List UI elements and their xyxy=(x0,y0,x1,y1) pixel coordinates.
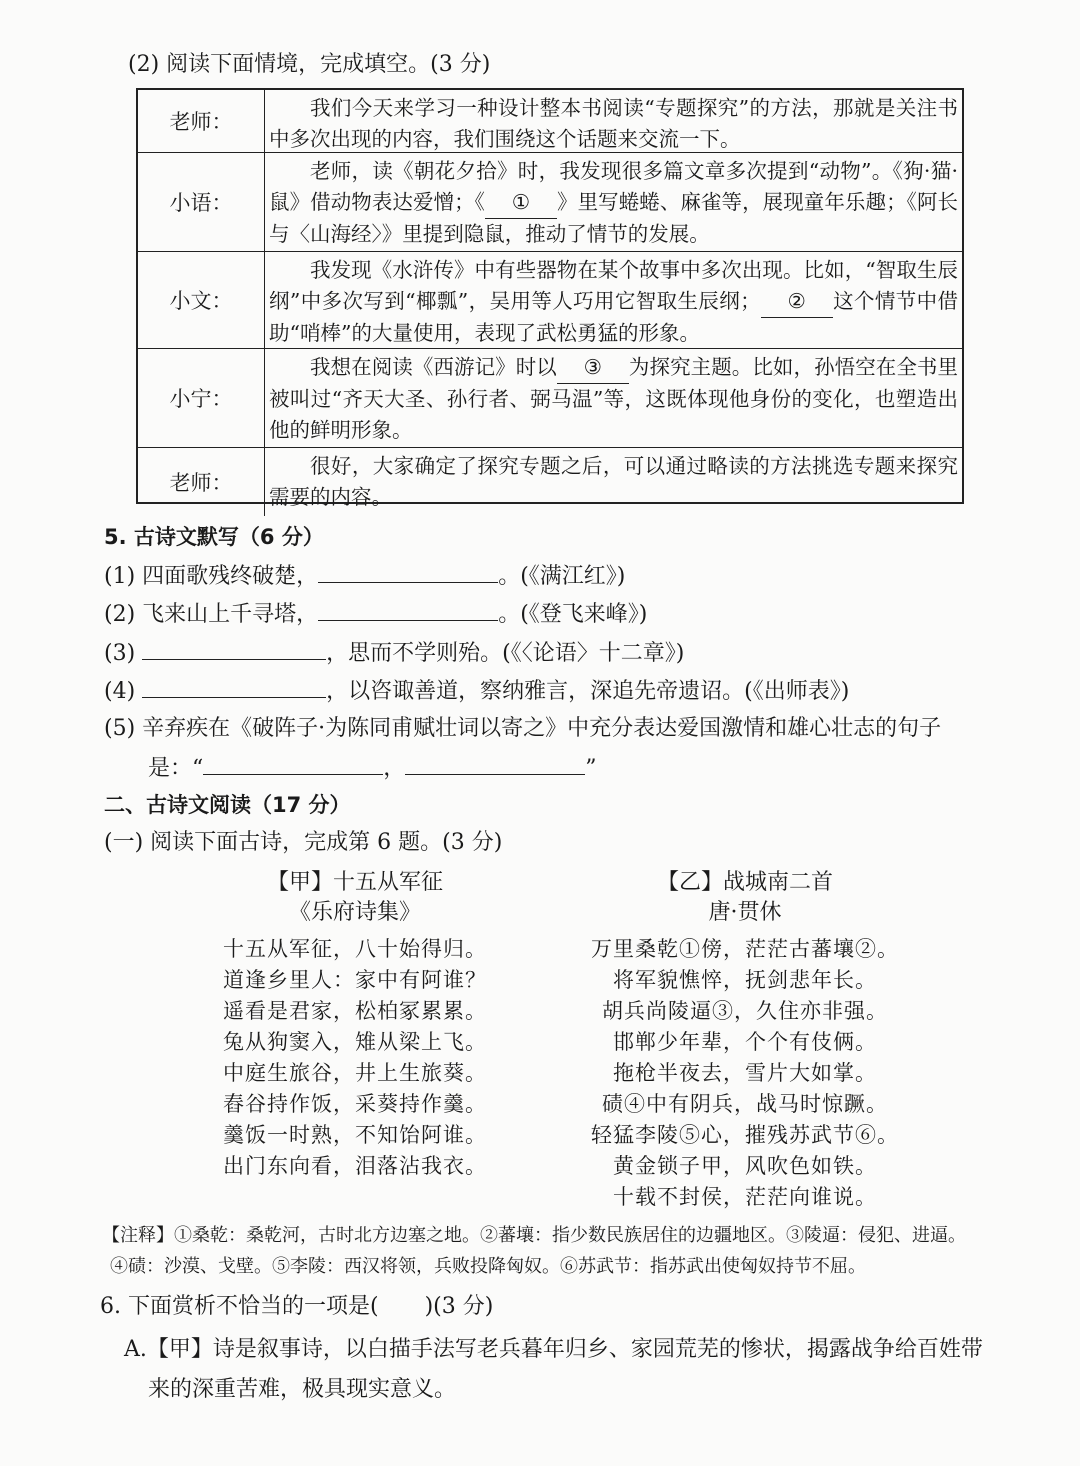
q6-stem xyxy=(100,1292,493,1322)
item-number: (5) xyxy=(104,716,136,741)
poem-line: 胡兵尚陵逼③，久住亦非强。 xyxy=(602,999,888,1023)
poem-line: 万里桑乾①傍，茫茫古蕃壤②。 xyxy=(591,937,899,961)
answer-blank[interactable] xyxy=(142,637,326,660)
answer-blank[interactable] xyxy=(405,752,585,775)
question-text: 6. 下面赏析不恰当的一项是( xyxy=(100,1294,379,1319)
item-text: 辛弃疾在《破阵子·为陈同甫赋壮词以寄之》中充分表达爱国激情和雄心壮志的句子 xyxy=(142,716,942,741)
item-number: (4) xyxy=(104,679,136,704)
answer-blank[interactable] xyxy=(318,598,498,621)
dialogue-table xyxy=(136,88,964,509)
poem-line: 舂谷持作饭，采葵持作羹。 xyxy=(223,1092,487,1116)
speaker: 老师： xyxy=(138,448,265,516)
fill-blank-1[interactable]: ① xyxy=(485,187,557,219)
q5-item-5-line2 xyxy=(148,752,597,784)
text-part: 》里写蜷蜷、麻雀等，展现童年乐趣；《阿长与〈山海经〉》里提到隐鼠，推动了情节的发展。 xyxy=(269,190,959,246)
dialogue-text: 很好，大家确定了探究专题之后，可以通过略读的方法挑选专题来探究需要的内容。 xyxy=(269,454,958,509)
dialogue-text: 我们今天来学习一种设计整本书阅读“专题探究”的方法，那就是关注书中多次出现的内容，我们围绕这个话题来交流一下。 xyxy=(269,96,958,151)
poem-title: 【乙】战城南二首 xyxy=(656,870,833,895)
q5-item-1 xyxy=(104,560,625,592)
annotation-line: ④碛：沙漠、戈壁。⑤李陵：西汉将领，兵败投降匈奴。⑥苏武节：指苏武出使匈奴持节不屈。 xyxy=(110,1256,866,1277)
poem-line: 出门东向看，泪落沾我衣。 xyxy=(223,1154,487,1178)
dialogue-text xyxy=(265,252,962,348)
annotations xyxy=(102,1220,1002,1282)
poem-line: 邯郸少年辈，个个有伎俩。 xyxy=(613,1030,877,1054)
dialogue-text xyxy=(265,349,962,447)
poem-line: 中庭生旅谷，井上生旅葵。 xyxy=(223,1061,487,1085)
text-part: 这个情节中借助“哨棒”的大量使用，表现了武松勇猛的形象。 xyxy=(269,289,958,345)
dialogue-text xyxy=(265,153,962,251)
table-row xyxy=(138,153,962,252)
poem-line: 拖枪半夜去，雪片大如掌。 xyxy=(613,1061,877,1085)
poem-jia xyxy=(200,868,510,1182)
poem-line: 碛④中有阴兵，战马时惊蹶。 xyxy=(602,1092,888,1116)
q5-item-2 xyxy=(104,598,647,630)
item-text: ，思而不学则殆。(《〈论语〉十二章》) xyxy=(326,641,685,666)
poem-author: 唐·贯休 xyxy=(708,900,782,925)
poem-line: 黄金锁子甲，风吹色如铁。 xyxy=(613,1154,877,1178)
text-part: 老师，读《朝花夕拾》时，我发现很多篇文章多次提到“动物”。《狗·猫·鼠》借动物表达爱憎；《 xyxy=(269,159,958,214)
poem-line: 十载不封侯，茫茫向谁说。 xyxy=(613,1185,877,1209)
question-text: )(3 分) xyxy=(424,1294,494,1319)
annotation-line: 【注释】①桑乾：桑乾河，古时北方边塞之地。②蕃壤：指少数民族居住的边疆地区。③陵逼：侵犯、进逼。 xyxy=(102,1225,966,1246)
answer-blank[interactable] xyxy=(203,752,383,775)
item-number: (1) xyxy=(104,564,136,589)
poem-line: 轻猛李陵⑤心，摧残苏武节⑥。 xyxy=(591,1123,899,1147)
poem-source: 《乐府诗集》 xyxy=(288,900,421,925)
table-row xyxy=(138,90,962,153)
section-2-heading: 二、古诗文阅读（17 分） xyxy=(104,793,351,817)
option-text: A.【甲】诗是叙事诗，以白描手法写老兵暮年归乡、家园荒芜的惨状，揭露战争给百姓带 xyxy=(124,1337,983,1362)
poem-yi xyxy=(590,868,900,1213)
item-number: (2) xyxy=(104,602,136,627)
item-text: 飞来山上千寻塔， xyxy=(142,602,319,627)
q5-heading: 5. 古诗文默写（6 分） xyxy=(104,525,324,549)
item-text: ， xyxy=(383,756,406,781)
text-part: 我发现《水浒传》中有些器物在某个故事中多次出现。比如，“智取生辰纲”中多次写到“椰瓢”，吴用等人巧用它智取生辰纲； xyxy=(269,258,958,313)
item-text: 是：“ xyxy=(148,756,204,781)
answer-blank[interactable] xyxy=(142,675,326,698)
q5-item-5 xyxy=(104,714,941,744)
text-part: 我想在阅读《西游记》时以 xyxy=(310,355,557,379)
item-text: 四面歌残终破楚， xyxy=(142,564,319,589)
speaker: 小语： xyxy=(138,153,265,251)
poem-title: 【甲】十五从军征 xyxy=(266,870,443,895)
speaker: 老师： xyxy=(138,90,265,152)
section-2-subheading: (一) 阅读下面古诗，完成第 6 题。(3 分) xyxy=(104,830,503,855)
speaker: 小宁： xyxy=(138,349,265,447)
item-text: 。(《满江红》) xyxy=(498,564,626,589)
q5-item-3 xyxy=(104,637,684,669)
item-text: 。(《登飞来峰》) xyxy=(498,602,648,627)
q6-option-a xyxy=(124,1330,994,1410)
item-number: (3) xyxy=(104,641,136,666)
text-part: 为探究主题。比如，孙悟空在全书里被叫过“齐天大圣、孙行者、弼马温”等，这既体现他身份的变化，也塑造出他的鲜明形象。 xyxy=(269,355,959,442)
q4-2-heading: (2) 阅读下面情境，完成填空。(3 分) xyxy=(128,52,491,77)
poem-line: 兔从狗窦入，雉从梁上飞。 xyxy=(223,1030,487,1054)
poem-line: 羹饭一时熟，不知饴阿谁。 xyxy=(223,1123,487,1147)
poem-line: 遥看是君家，松柏冢累累。 xyxy=(223,999,487,1023)
table-row xyxy=(138,448,962,516)
fill-blank-2[interactable]: ② xyxy=(761,286,833,318)
option-text: 来的深重苦难，极具现实意义。 xyxy=(148,1377,457,1402)
table-row xyxy=(138,252,962,349)
q5-item-4 xyxy=(104,675,849,707)
item-text: ” xyxy=(585,756,597,781)
table-row xyxy=(138,349,962,448)
poem-line: 道逢乡里人：家中有阿谁？ xyxy=(223,968,487,992)
speaker: 小文： xyxy=(138,252,265,348)
answer-blank[interactable] xyxy=(318,560,498,583)
item-text: ，以咨诹善道，察纳雅言，深追先帝遗诏。(《出师表》) xyxy=(326,679,850,704)
fill-blank-3[interactable]: ③ xyxy=(557,352,629,384)
poem-line: 十五从军征，八十始得归。 xyxy=(223,937,487,961)
poem-line: 将军貌憔悴，抚剑悲年长。 xyxy=(613,968,877,992)
